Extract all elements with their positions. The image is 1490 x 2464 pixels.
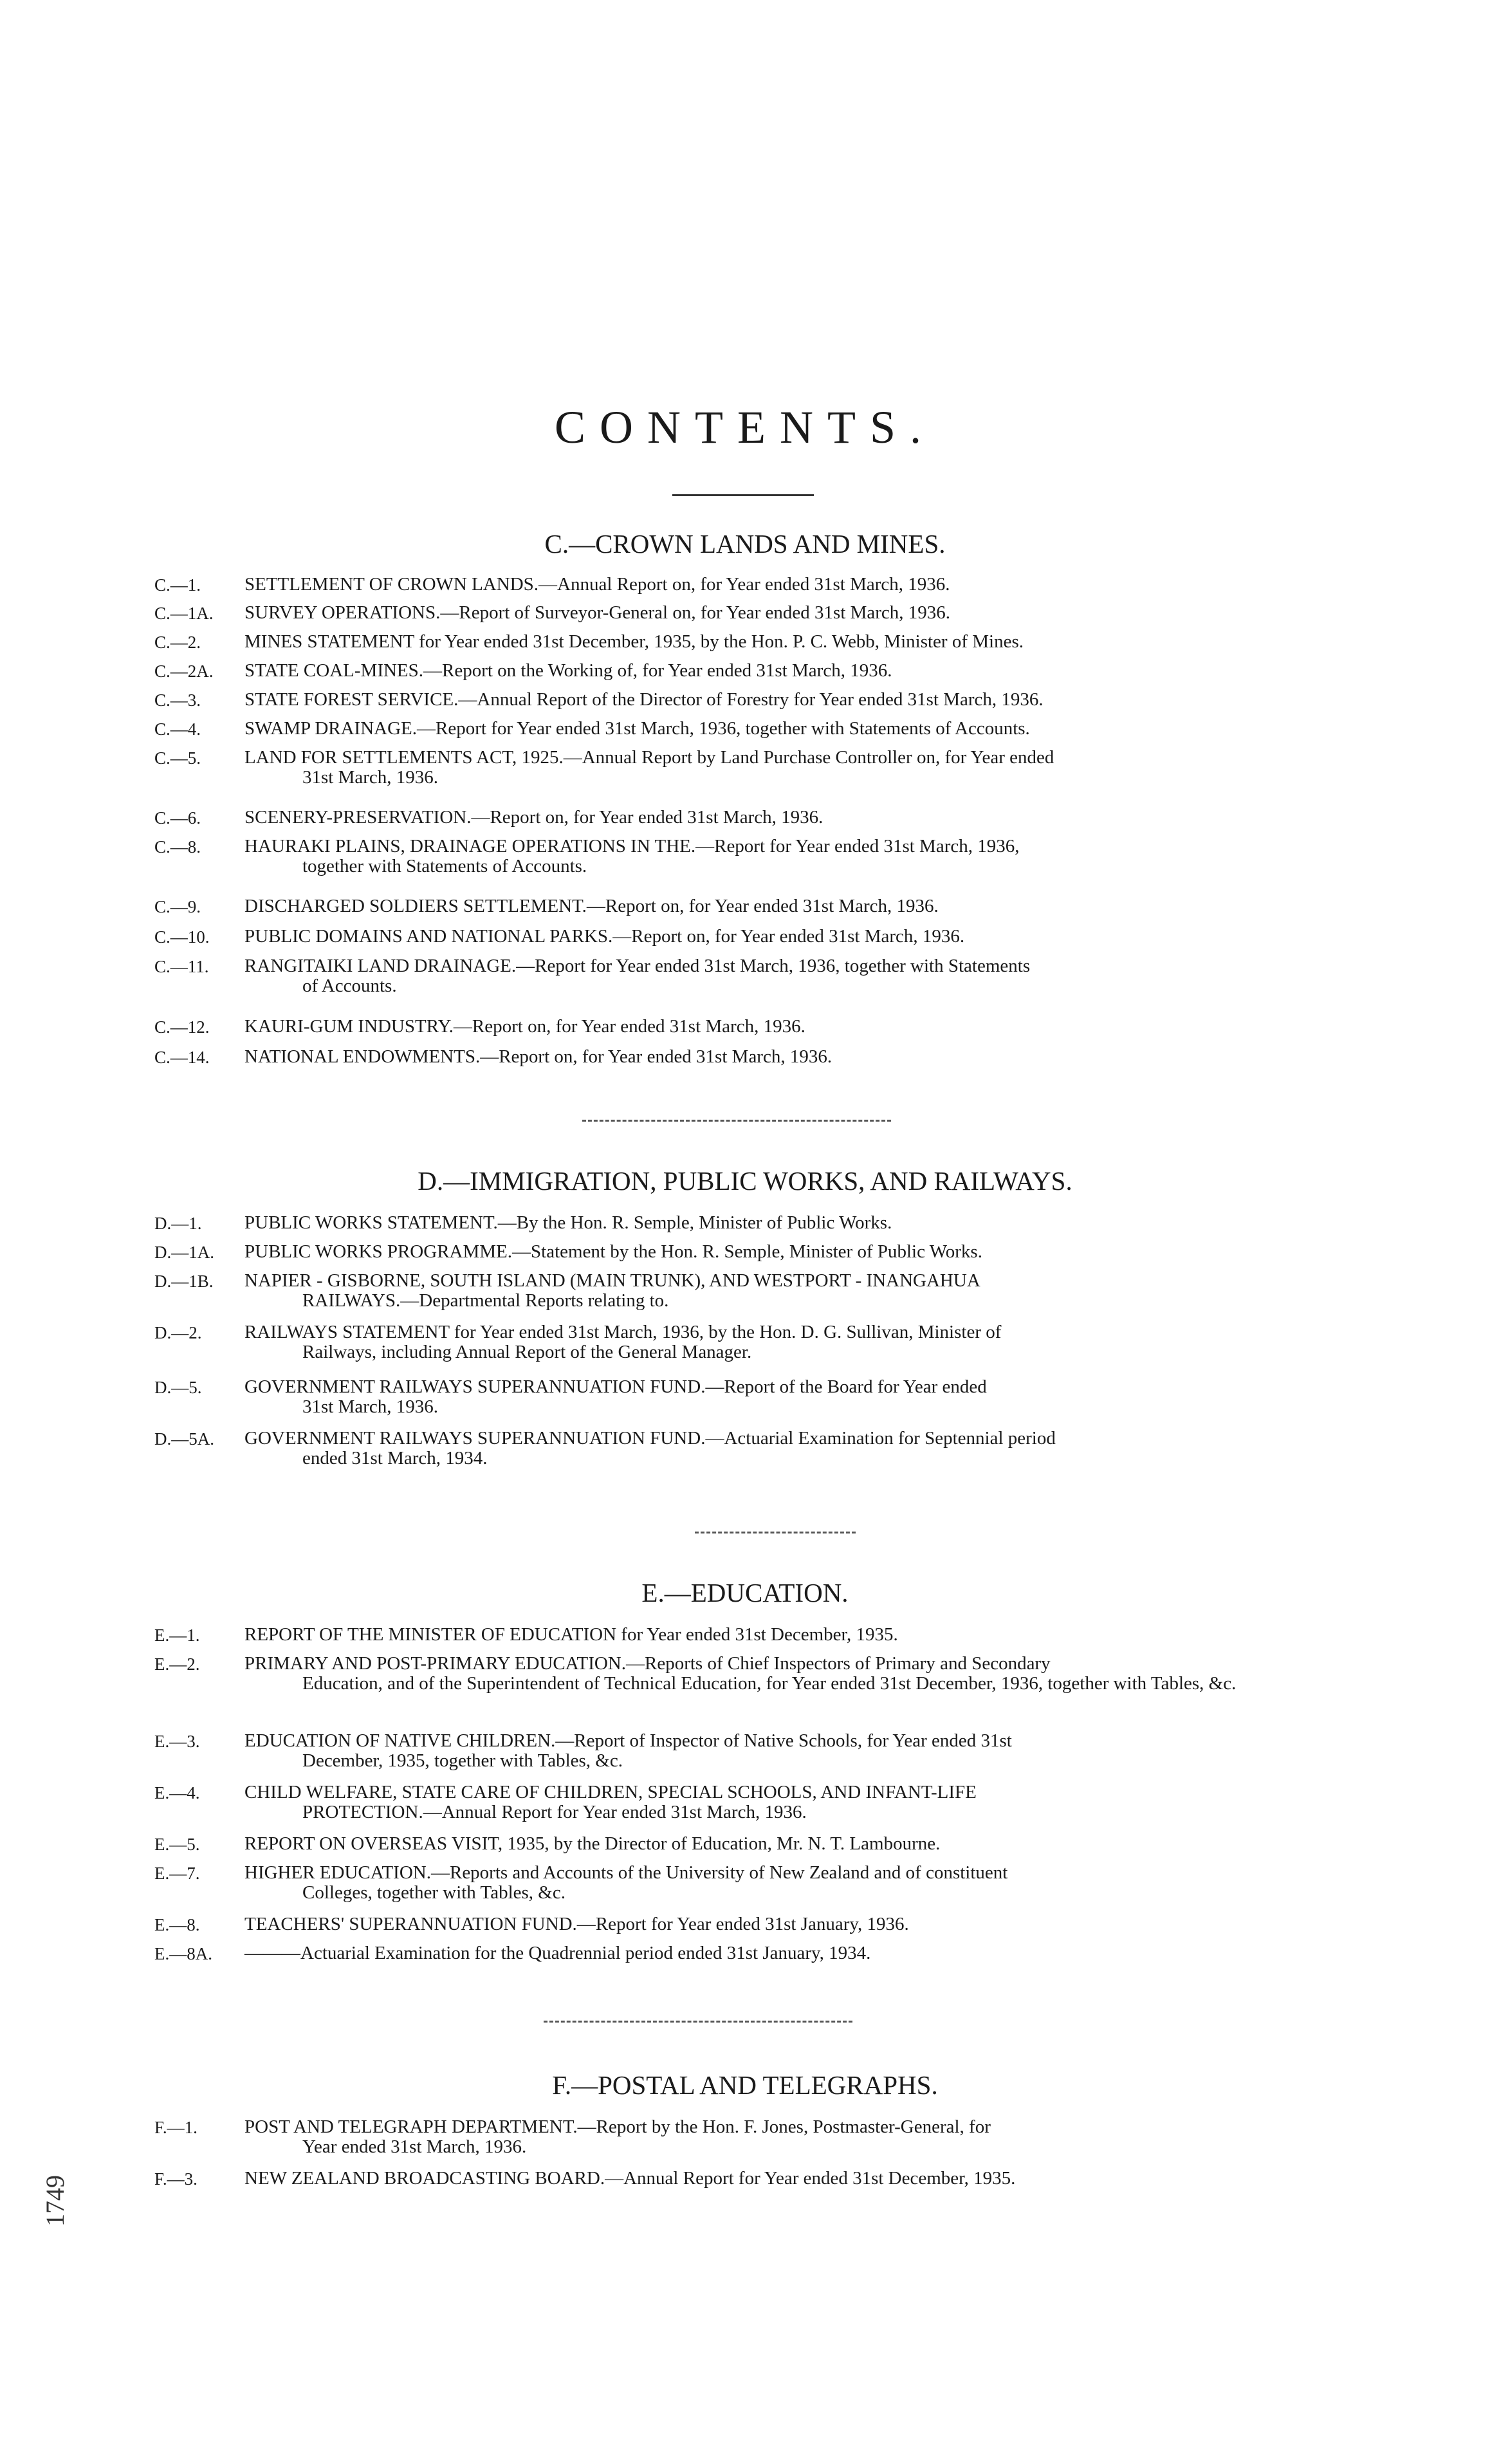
contents-entry — [154, 2117, 1287, 2157]
entry-title: STATE COAL-MINES.—Report on the Working of, for Year ended 31st March, 1936. — [244, 660, 892, 681]
entry-text — [244, 1213, 1287, 1233]
contents-entry — [154, 603, 1287, 623]
entry-title: PUBLIC WORKS STATEMENT.—By the Hon. R. Semple, Minister of Public Works. — [244, 1212, 892, 1233]
section-separator — [544, 2021, 852, 2023]
entry-text — [244, 719, 1287, 739]
entry-text — [244, 956, 1287, 996]
contents-entry — [154, 1047, 1287, 1067]
entry-text — [244, 1429, 1287, 1468]
section-heading: D.—IMMIGRATION, PUBLIC WORKS, AND RAILWAYS. — [418, 1166, 1072, 1196]
entry-code: C.—11. — [154, 957, 209, 976]
entry-code: E.—8. — [154, 1915, 200, 1934]
contents-entry — [154, 896, 1287, 916]
entry-code: E.—2. — [154, 1654, 200, 1674]
contents-entry — [154, 575, 1287, 595]
entry-title: NATIONAL ENDOWMENTS.—Report on, for Year ended 31st March, 1936. — [244, 1046, 832, 1067]
contents-entry — [154, 719, 1287, 739]
entry-code: C.—8. — [154, 837, 201, 857]
entry-text — [244, 1834, 1287, 1854]
entry-title: SCENERY-PRESERVATION.—Report on, for Year ended 31st March, 1936. — [244, 807, 823, 828]
section-heading: C.—CROWN LANDS AND MINES. — [544, 529, 946, 559]
contents-entry — [154, 661, 1287, 681]
entry-continuation: Year ended 31st March, 1936. — [302, 2136, 527, 2157]
entry-title: SETTLEMENT OF CROWN LANDS.—Annual Report on, for Year ended 31st March, 1936. — [244, 574, 950, 595]
entry-continuation: ended 31st March, 1934. — [302, 1448, 488, 1468]
entry-title: REPORT OF THE MINISTER OF EDUCATION for Year ended 31st December, 1935. — [244, 1624, 898, 1645]
entry-title: GOVERNMENT RAILWAYS SUPERANNUATION FUND.—Report of the Board for Year ended — [244, 1376, 987, 1397]
entry-text — [244, 1625, 1287, 1645]
entry-continuation: RAILWAYS.—Departmental Reports relating to. — [302, 1290, 669, 1311]
contents-entry — [154, 1625, 1287, 1645]
entry-text — [244, 1914, 1287, 1934]
contents-entry — [154, 1242, 1287, 1262]
contents-entry — [154, 837, 1287, 876]
entry-text — [244, 661, 1287, 681]
entry-code: D.—2. — [154, 1323, 202, 1342]
entry-title: RANGITAIKI LAND DRAINAGE.—Report for Year ended 31st March, 1936, together with Statements — [244, 956, 1031, 976]
entry-title: HIGHER EDUCATION.—Reports and Accounts of the University of New Zealand and of constituent — [244, 1862, 1008, 1883]
entry-title: KAURI-GUM INDUSTRY.—Report on, for Year ended 31st March, 1936. — [244, 1016, 805, 1037]
entry-text — [244, 896, 1287, 916]
entry-code: E.—5. — [154, 1835, 200, 1854]
contents-entry — [154, 1271, 1287, 1311]
entry-text — [244, 1242, 1287, 1262]
contents-entry — [154, 632, 1287, 652]
entry-text — [244, 1017, 1287, 1037]
entry-code: E.—3. — [154, 1732, 200, 1751]
contents-entry — [154, 690, 1287, 710]
entry-continuation: December, 1935, together with Tables, &c. — [302, 1750, 623, 1771]
entry-text — [244, 1322, 1287, 1362]
entry-title: HAURAKI PLAINS, DRAINAGE OPERATIONS IN THE.—Report for Year ended 31st March, 1936, — [244, 836, 1020, 857]
entry-code: C.—3. — [154, 690, 201, 710]
contents-entry — [154, 1731, 1287, 1771]
entry-code: E.—4. — [154, 1783, 200, 1802]
entry-continuation: Railways, including Annual Report of the General Manager. — [302, 1342, 752, 1362]
entry-continuation: of Accounts. — [302, 976, 397, 996]
title-rule — [672, 494, 814, 496]
entry-code: C.—2. — [154, 633, 201, 652]
entry-code: C.—14. — [154, 1048, 210, 1067]
entry-continuation: 31st March, 1936. — [302, 767, 439, 788]
entry-text — [244, 632, 1287, 652]
entry-text — [244, 1377, 1287, 1417]
entry-code: E.—7. — [154, 1864, 200, 1883]
entry-text — [244, 1047, 1287, 1067]
contents-entry — [154, 956, 1287, 996]
entry-title: DISCHARGED SOLDIERS SETTLEMENT.—Report on, for Year ended 31st March, 1936. — [244, 896, 939, 916]
entry-text — [244, 1783, 1287, 1822]
entry-title: POST AND TELEGRAPH DEPARTMENT.—Report by the Hon. F. Jones, Postmaster-General, for — [244, 2117, 991, 2137]
section-heading: E.—EDUCATION. — [641, 1578, 849, 1607]
entry-code: C.—12. — [154, 1017, 210, 1037]
contents-entry — [154, 2169, 1287, 2189]
entry-code: D.—5. — [154, 1378, 202, 1397]
contents-entry — [154, 1863, 1287, 1903]
section-heading: F.—POSTAL AND TELEGRAPHS. — [552, 2070, 938, 2100]
entry-code: C.—1A. — [154, 604, 214, 623]
contents-entry — [154, 1322, 1287, 1362]
entry-code: D.—1A. — [154, 1243, 214, 1262]
entry-text — [244, 2169, 1287, 2189]
entry-code: C.—4. — [154, 719, 201, 739]
contents-entry — [154, 1429, 1287, 1468]
margin-stamp: 1749 — [41, 2175, 69, 2227]
entry-text — [244, 575, 1287, 595]
contents-entry — [154, 1213, 1287, 1233]
entry-title: GOVERNMENT RAILWAYS SUPERANNUATION FUND.—Actuarial Examination for Septennial period — [244, 1428, 1056, 1449]
entry-code: C.—6. — [154, 808, 201, 828]
entry-continuation: Education, and of the Superintendent of Technical Education, for Year ended 31st December, 1936, together with Tables, &c. — [302, 1673, 1237, 1694]
entry-title: NEW ZEALAND BROADCASTING BOARD.—Annual Report for Year ended 31st December, 1935. — [244, 2168, 1016, 2189]
entry-title: PRIMARY AND POST-PRIMARY EDUCATION.—Reports of Chief Inspectors of Primary and Secondary — [244, 1653, 1051, 1674]
entry-title: NAPIER - GISBORNE, SOUTH ISLAND (MAIN TRUNK), AND WESTPORT - INANGAHUA — [244, 1270, 980, 1291]
entry-code: F.—3. — [154, 2169, 198, 2189]
entry-text — [244, 690, 1287, 710]
entry-text — [244, 1731, 1287, 1771]
contents-entry — [154, 927, 1287, 947]
entry-title: REPORT ON OVERSEAS VISIT, 1935, by the Director of Education, Mr. N. T. Lambourne. — [244, 1833, 941, 1854]
contents-entry — [154, 1943, 1287, 1963]
entry-text — [244, 1654, 1287, 1694]
entry-code: E.—8A. — [154, 1944, 212, 1963]
entry-code: C.—5. — [154, 748, 201, 768]
entry-code: E.—1. — [154, 1626, 200, 1645]
contents-entry — [154, 1834, 1287, 1854]
contents-entry — [154, 808, 1287, 828]
entry-code: F.—1. — [154, 2118, 198, 2137]
entry-title: ———Actuarial Examination for the Quadrennial period ended 31st January, 1934. — [244, 1943, 871, 1963]
contents-entry — [154, 1783, 1287, 1822]
entry-text — [244, 927, 1287, 947]
entry-code: D.—1B. — [154, 1272, 214, 1291]
entry-text — [244, 1271, 1287, 1311]
entry-text — [244, 1863, 1287, 1903]
entry-title: RAILWAYS STATEMENT for Year ended 31st March, 1936, by the Hon. D. G. Sullivan, Minister of — [244, 1322, 1002, 1342]
entry-code: C.—10. — [154, 927, 210, 947]
entry-title: TEACHERS' SUPERANNUATION FUND.—Report for Year ended 31st January, 1936. — [244, 1914, 909, 1934]
contents-entry — [154, 1914, 1287, 1934]
entry-title: STATE FOREST SERVICE.—Annual Report of the Director of Forestry for Year ended 31st March, 1936. — [244, 689, 1044, 710]
entry-text — [244, 837, 1287, 876]
entry-text — [244, 748, 1287, 788]
entry-title: PUBLIC DOMAINS AND NATIONAL PARKS.—Report on, for Year ended 31st March, 1936. — [244, 926, 965, 947]
entry-code: C.—1. — [154, 575, 201, 595]
section-separator — [695, 1532, 856, 1533]
entry-title: CHILD WELFARE, STATE CARE OF CHILDREN, SPECIAL SCHOOLS, AND INFANT-LIFE — [244, 1782, 977, 1802]
entry-text — [244, 2117, 1287, 2157]
entry-title: LAND FOR SETTLEMENTS ACT, 1925.—Annual Report by Land Purchase Controller on, for Year ended — [244, 747, 1054, 768]
contents-entry — [154, 748, 1287, 788]
contents-entry — [154, 1654, 1287, 1694]
entry-text — [244, 1943, 1287, 1963]
entry-continuation: Colleges, together with Tables, &c. — [302, 1882, 566, 1903]
entry-code: C.—2A. — [154, 662, 214, 681]
entry-title: SWAMP DRAINAGE.—Report for Year ended 31st March, 1936, together with Statements of Accounts. — [244, 718, 1030, 739]
entry-title: MINES STATEMENT for Year ended 31st December, 1935, by the Hon. P. C. Webb, Minister of Mines. — [244, 631, 1024, 652]
entry-code: D.—1. — [154, 1214, 202, 1233]
entry-code: D.—5A. — [154, 1429, 214, 1449]
entry-text — [244, 808, 1287, 828]
entry-title: EDUCATION OF NATIVE CHILDREN.—Report of Inspector of Native Schools, for Year ended 31st — [244, 1730, 1012, 1751]
contents-entry — [154, 1017, 1287, 1037]
section-separator — [582, 1120, 891, 1122]
entry-text — [244, 603, 1287, 623]
entry-continuation: 31st March, 1936. — [302, 1396, 439, 1417]
contents-entry — [154, 1377, 1287, 1417]
page-title: CONTENTS. — [555, 402, 935, 453]
entry-continuation: together with Statements of Accounts. — [302, 856, 587, 876]
entry-continuation: PROTECTION.—Annual Report for Year ended 31st March, 1936. — [302, 1802, 807, 1822]
entry-code: C.—9. — [154, 897, 201, 916]
entry-title: PUBLIC WORKS PROGRAMME.—Statement by the Hon. R. Semple, Minister of Public Works. — [244, 1241, 982, 1262]
entry-title: SURVEY OPERATIONS.—Report of Surveyor-General on, for Year ended 31st March, 1936. — [244, 602, 951, 623]
